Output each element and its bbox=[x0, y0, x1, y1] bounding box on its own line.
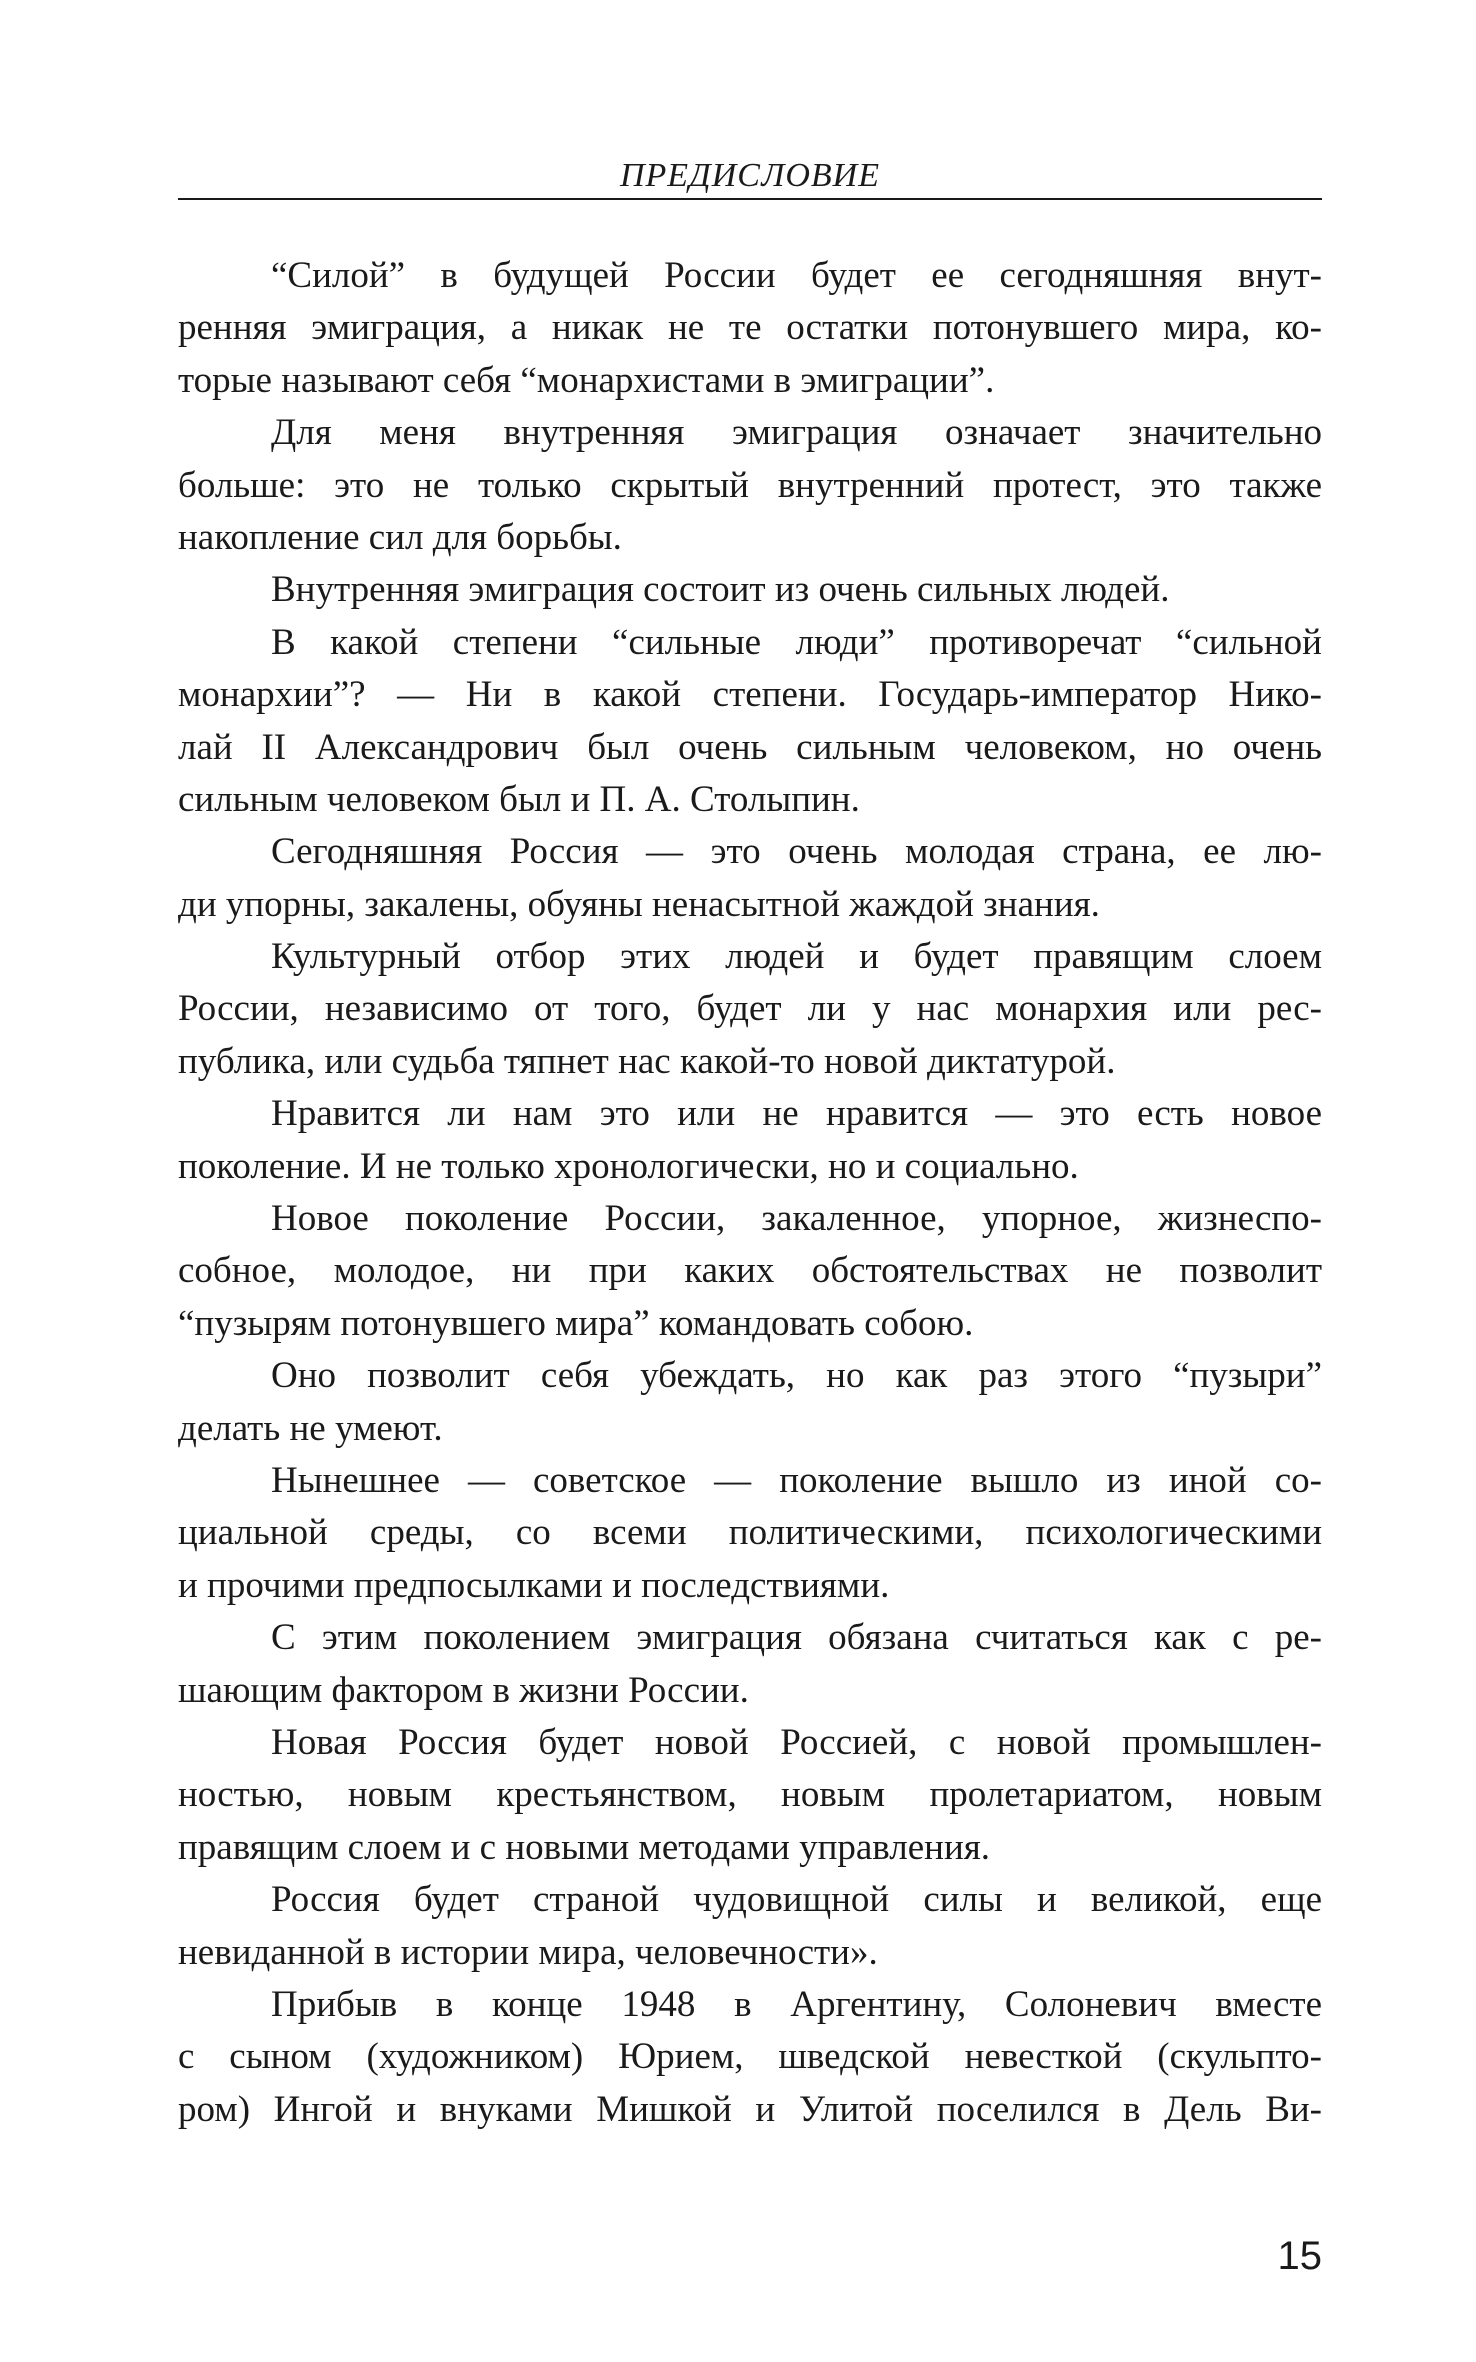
text-line: лай II Александрович был очень сильным человеком, но очень bbox=[178, 726, 1322, 768]
page-number: 15 bbox=[1277, 2234, 1322, 2278]
text-line: ренняя эмиграция, а никак не те остатки потонувшего мира, ко- bbox=[178, 307, 1322, 349]
text-line: сильным человеком был и П. А. Столыпин. bbox=[178, 778, 860, 820]
text-line: В какой степени “сильные люди” противоречат “сильной bbox=[271, 621, 1322, 663]
text-line: монархии”? — Ни в какой степени. Государь-император Нико- bbox=[178, 674, 1322, 716]
text-line: Нравится ли нам это или не нравится — это есть новое bbox=[271, 1093, 1322, 1135]
text-line: торые называют себя “монархистами в эмиграции”. bbox=[178, 359, 995, 401]
text-line: ром) Ингой и внуками Мишкой и Улитой поселился в Дель Ви- bbox=[178, 2088, 1322, 2130]
text-line: “пузырям потонувшего мира” командовать собою. bbox=[178, 1302, 974, 1344]
text-line: Оно позволит себя убеждать, но как раз этого “пузыри” bbox=[271, 1355, 1322, 1397]
text-line: накопление сил для борьбы. bbox=[178, 516, 622, 558]
running-head bbox=[178, 150, 1322, 200]
text-line: правящим слоем и с новыми методами управления. bbox=[178, 1826, 991, 1868]
text-line: Новое поколение России, закаленное, упорное, жизнеспо- bbox=[271, 1198, 1322, 1240]
text-line: поколение. И не только хронологически, но и социально. bbox=[178, 1145, 1079, 1187]
running-head-title: ПРЕДИСЛОВИЕ bbox=[619, 157, 881, 194]
text-line: ди упорны, закалены, обуяны ненасытной жаждой знания. bbox=[178, 883, 1100, 925]
text-line: Россия будет страной чудовищной силы и великой, еще bbox=[271, 1879, 1322, 1921]
text-line: Культурный отбор этих людей и будет правящим слоем bbox=[271, 936, 1322, 978]
text-line: Новая Россия будет новой Россией, с новой промышлен- bbox=[271, 1721, 1322, 1763]
text-line: ностью, новым крестьянством, новым пролетариатом, новым bbox=[178, 1774, 1322, 1816]
text-line: “Силой” в будущей России будет ее сегодняшняя внут- bbox=[271, 255, 1322, 296]
text-line: Для меня внутренняя эмиграция означает значительно bbox=[271, 412, 1322, 454]
text-line: Сегодняшняя Россия — это очень молодая страна, ее лю- bbox=[271, 831, 1322, 873]
text-line: шающим фактором в жизни России. bbox=[178, 1669, 749, 1711]
text-line: публика, или судьба тяпнет нас какой-то новой диктатурой. bbox=[178, 1040, 1116, 1082]
text-line: С этим поколением эмиграция обязана считаться как с ре- bbox=[271, 1617, 1322, 1659]
text-line: Внутренняя эмиграция состоит из очень сильных людей. bbox=[271, 569, 1170, 611]
text-line: делать не умеют. bbox=[178, 1407, 443, 1449]
text-line: Нынешнее — советское — поколение вышло из иной со- bbox=[271, 1459, 1322, 1501]
text-body bbox=[178, 250, 1322, 2136]
text-line: собное, молодое, ни при каких обстоятельствах не позволит bbox=[178, 1250, 1322, 1292]
text-line: с сыном (художником) Юрием, шведской невесткой (скульпто- bbox=[178, 2036, 1322, 2078]
text-line: Прибыв в конце 1948 в Аргентину, Солоневич вместе bbox=[271, 1983, 1322, 2025]
text-line: России, независимо от того, будет ли у нас монархия или рес- bbox=[178, 988, 1322, 1030]
text-line: циальной среды, со всеми политическими, психологическими bbox=[178, 1512, 1322, 1554]
text-line: больше: это не только скрытый внутренний протест, это также bbox=[178, 464, 1322, 506]
text-line: и прочими предпосылками и последствиями. bbox=[178, 1564, 890, 1606]
text-line: невиданной в истории мира, человечности». bbox=[178, 1931, 878, 1973]
